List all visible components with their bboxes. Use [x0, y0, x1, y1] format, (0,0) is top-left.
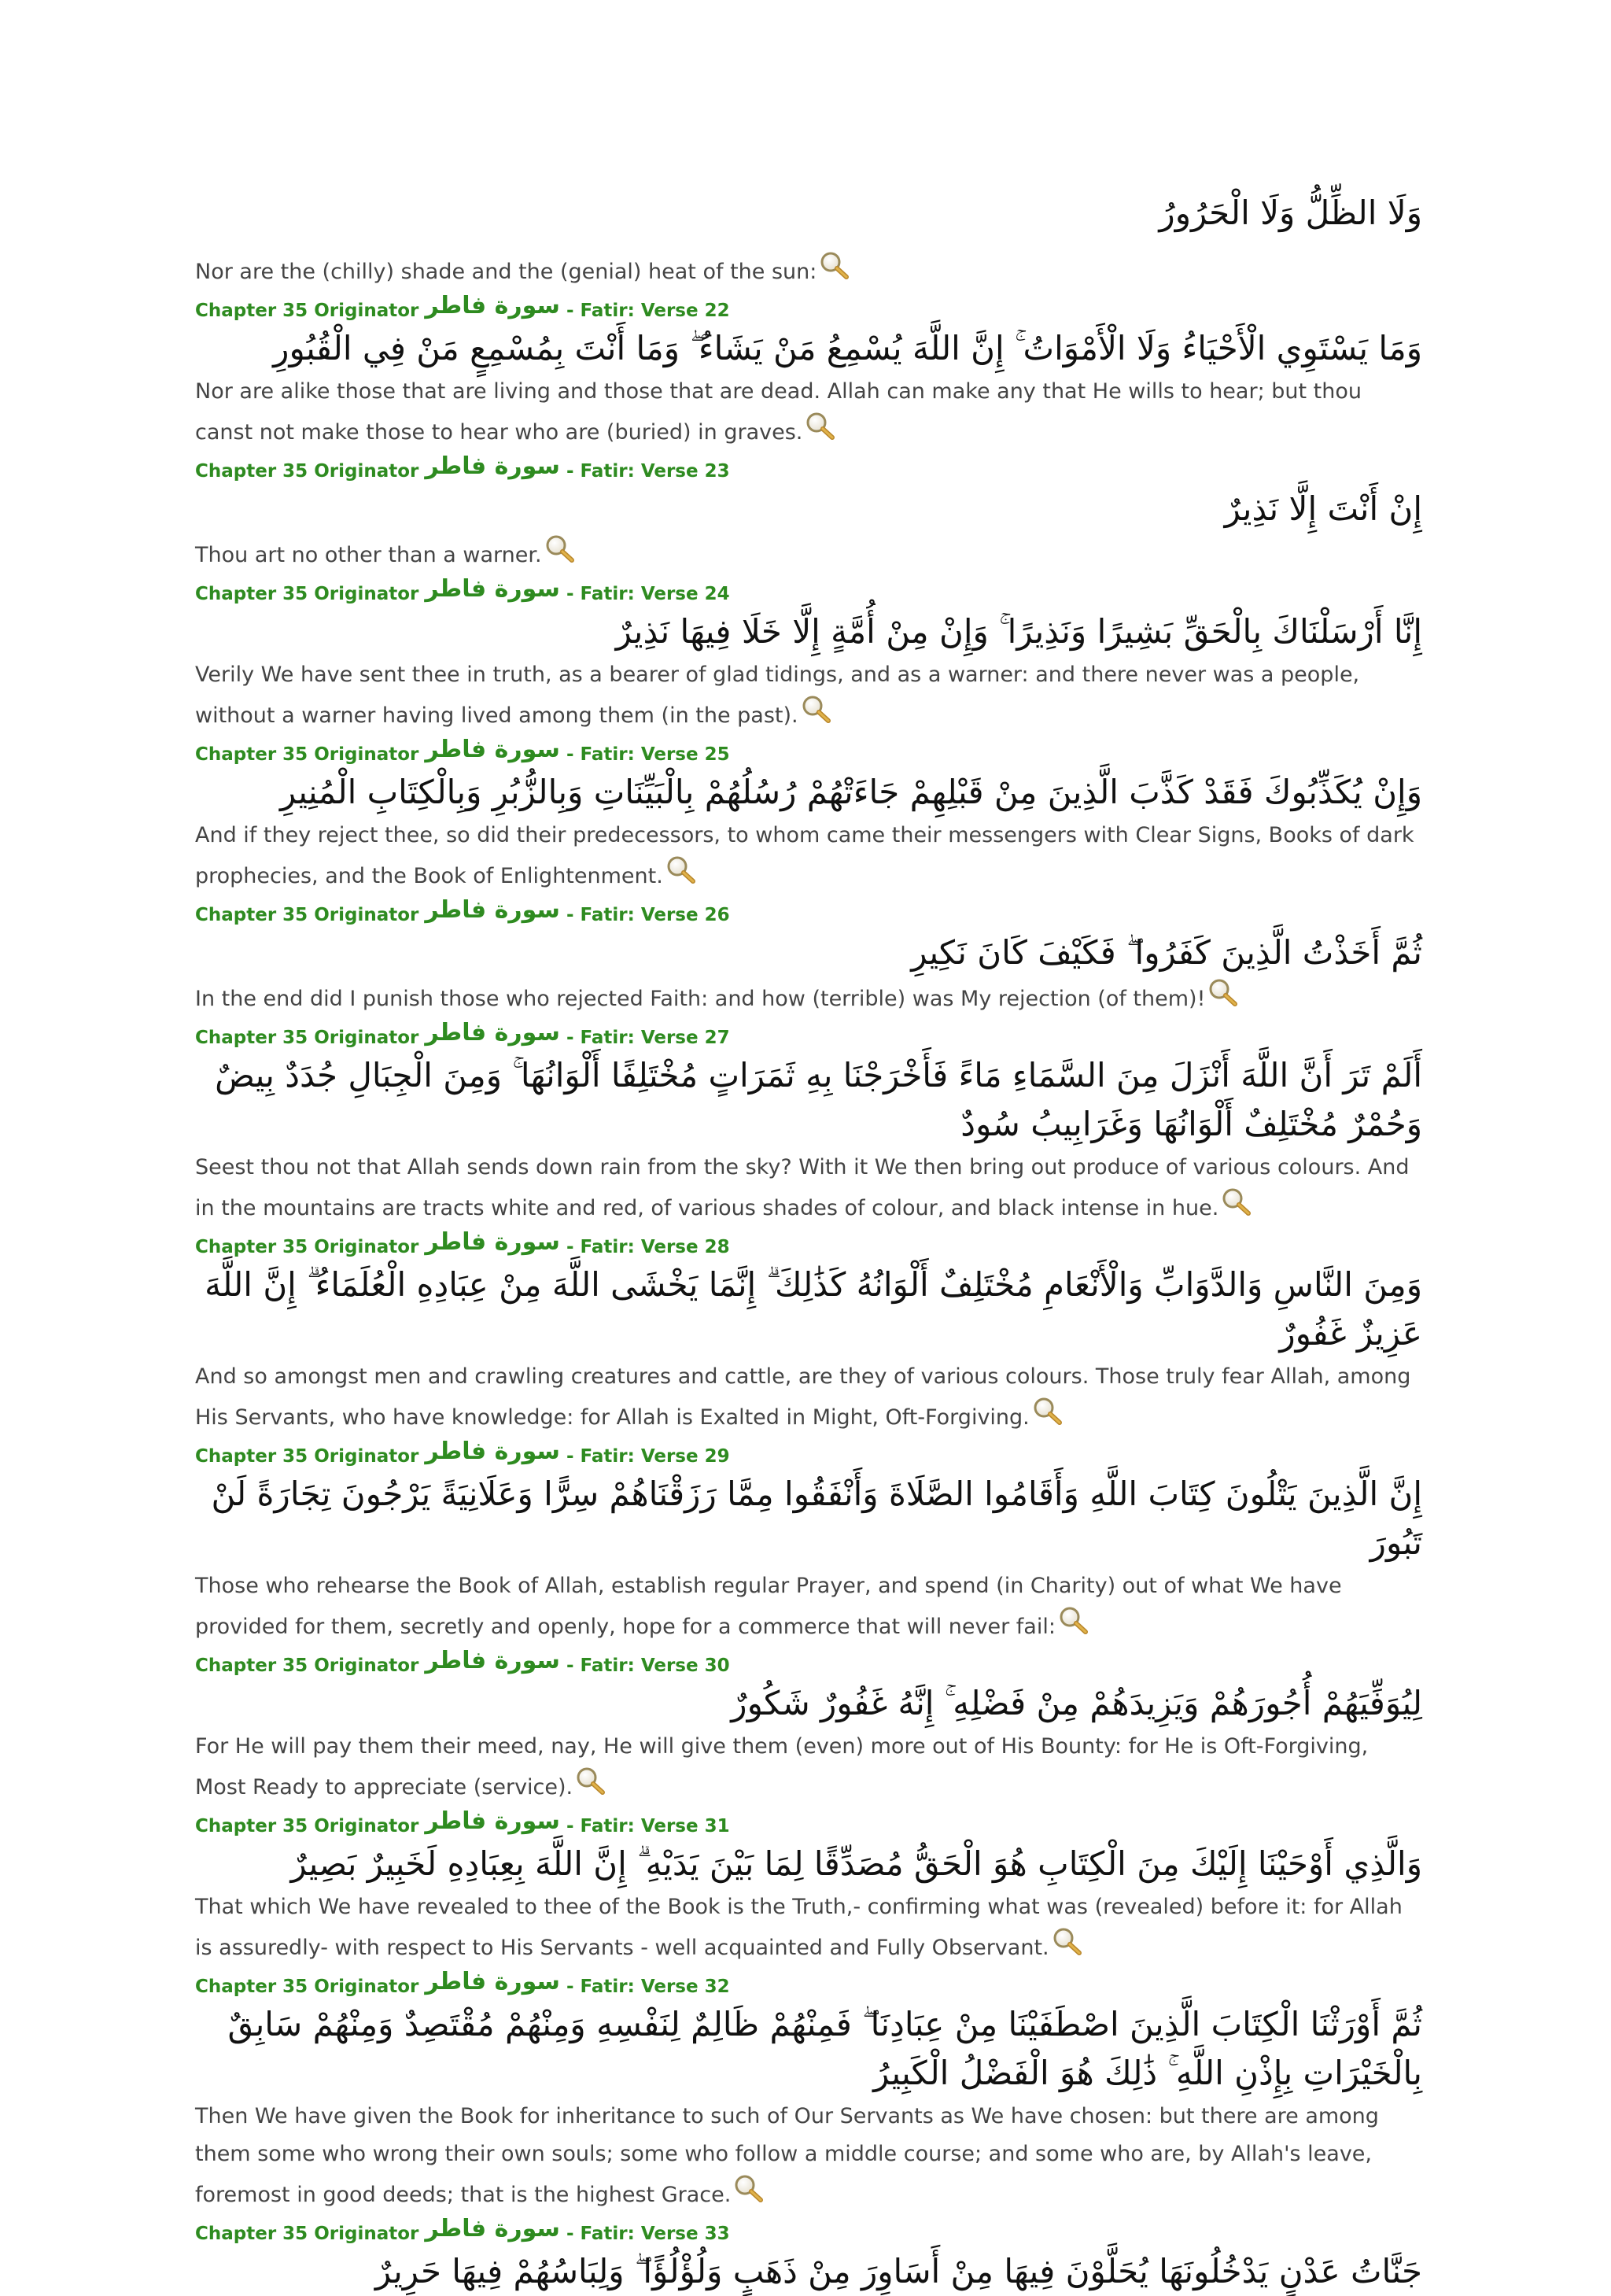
verse-block	[195, 1969, 1422, 2214]
chapter-label: Chapter 35 Originator	[195, 1656, 419, 1676]
verse-block	[195, 576, 1422, 735]
translation-sentence: Thou art no other than a warner.	[195, 543, 542, 567]
verse-number: 33	[704, 2224, 730, 2244]
surah-arabic-name: سورة فاطر	[425, 292, 560, 319]
surah-arabic-name: سورة فاطر	[425, 1647, 560, 1674]
chapter-label: Chapter 35 Originator	[195, 2224, 419, 2244]
arabic-verse-text: وَمِنَ النَّاسِ وَالدَّوَابِّ وَالْأَنْعَامِ مُخْتَلِفٌ أَلْوَانُهُ كَذَٰلِكَ ۗ إِنَّمَا يَخْشَى اللَّهَ مِنْ عِبَادِهِ الْعُلَمَاءُ ۗ إِنَّ اللَّهَ عَزِيزٌ غَفُورٌ	[205, 1265, 1422, 1353]
translation-text	[195, 533, 1422, 574]
chapter-label: Chapter 35 Originator	[195, 584, 419, 604]
surah-english-name: - Fatir: Verse	[566, 1816, 699, 1836]
translation-text	[195, 1358, 1422, 1437]
magnifier-icon[interactable]	[804, 411, 839, 442]
surah-arabic-name: سورة فاطر	[425, 1968, 560, 1995]
chapter-label: Chapter 35 Originator	[195, 905, 419, 925]
translation-sentence: Nor are alike those that are living and those that are dead. Allah can make any that He wills to hear; but thou canst not make those to hear who are (buried) in graves.	[195, 379, 1362, 445]
verse-header	[195, 576, 1422, 607]
verse-number: 28	[704, 1237, 730, 1257]
chapter-label: Chapter 35 Originator	[195, 1237, 419, 1257]
arabic-verse-text: وَإِنْ يُكَذِّبُوكَ فَقَدْ كَذَّبَ الَّذِينَ مِنْ قَبْلِهِمْ جَاءَتْهُمْ رُسُلُهُمْ بِالْبَيِّنَاتِ وَبِالزُّبُرِ وَبِالْكِتَابِ الْمُنِيرِ	[280, 773, 1422, 811]
translation-text	[195, 1149, 1422, 1227]
surah-arabic-name: سورة فاطر	[425, 1019, 560, 1046]
chapter-label: Chapter 35 Originator	[195, 1028, 419, 1048]
chapter-label: Chapter 35 Originator	[195, 744, 419, 765]
page-content	[195, 189, 1422, 2296]
verse-number: 22	[704, 301, 730, 321]
verse-number: 27	[704, 1028, 730, 1048]
arabic-verse-text: إِنَّ الَّذِينَ يَتْلُونَ كِتَابَ اللَّهِ وَأَقَامُوا الصَّلَاةَ وَأَنْفَقُوا مِمَّا رَزَقْنَاهُمْ سِرًّا وَعَلَانِيَةً يَرْجُونَ تِجَارَةً لَنْ تَبُورَ	[211, 1475, 1422, 1562]
translation-text	[195, 1567, 1422, 1646]
chapter-label: Chapter 35 Originator	[195, 1816, 419, 1836]
verse-list	[195, 293, 1422, 2296]
verse-block	[195, 897, 1422, 1018]
verse-number: 29	[704, 1446, 730, 1467]
surah-arabic-name: سورة فاطر	[425, 1228, 560, 1256]
arabic-verse-text: جَنَّاتُ عَدْنٍ يَدْخُلُونَهَا يُحَلَّوْنَ فِيهَا مِنْ أَسَاوِرَ مِنْ ذَهَبٍ وَلُؤْلُؤًا ۖ وَلِبَاسُهُمْ فِيهَا حَرِيرٌ	[374, 2252, 1422, 2290]
verse-header	[195, 1229, 1422, 1261]
arabic-verse-text: ثُمَّ أَوْرَثْنَا الْكِتَابَ الَّذِينَ اصْطَفَيْنَا مِنْ عِبَادِنَا ۖ فَمِنْهُمْ ظَالِمٌ لِنَفْسِهِ وَمِنْهُمْ مُقْتَصِدٌ وَمِنْهُمْ سَابِقٌ بِالْخَيْرَاتِ بِإِذْنِ اللَّهِ ۚ ذَٰلِكَ هُوَ الْفَضْلُ الْكَبِيرُ	[227, 2005, 1422, 2092]
arabic-verse-text: وَلَا الظِّلُّ وَلَا الْحَرُورُ	[1159, 194, 1422, 232]
surah-english-name: - Fatir: Verse	[566, 301, 699, 321]
verse-header	[195, 1808, 1422, 1840]
verse-block	[195, 1229, 1422, 1437]
surah-arabic-name: سورة فاطر	[425, 2215, 560, 2242]
magnifier-icon[interactable]	[800, 694, 835, 725]
verse-number: 30	[704, 1656, 730, 1676]
chapter-label: Chapter 35 Originator	[195, 301, 419, 321]
verse-number: 24	[704, 584, 730, 604]
translation-text	[195, 2098, 1422, 2214]
translation-sentence: And so amongst men and crawling creatures and cattle, are they of various colours. Those truly fear Allah, among His Servants, who have knowledge: for Allah is Exalted in Might, Oft-Forgiving.	[195, 1364, 1411, 1430]
surah-english-name: - Fatir: Verse	[566, 905, 699, 925]
verse-block	[195, 293, 1422, 452]
translation-text	[195, 656, 1422, 735]
translation-text	[195, 1888, 1422, 1967]
translation-sentence: Verily We have sent thee in truth, as a bearer of glad tidings, and as a warner: and there never was a people, without a warner having lived among them (in the past).	[195, 663, 1360, 728]
magnifier-icon[interactable]	[544, 533, 578, 565]
surah-english-name: - Fatir: Verse	[566, 1446, 699, 1467]
verse-block	[195, 1438, 1422, 1646]
translation-text	[195, 977, 1422, 1018]
translation-sentence: Seest thou not that Allah sends down rain from the sky? With it We then bring out produce of various colours. And in the mountains are tracts white and red, of various shades of colour, and black intense in hue.	[195, 1155, 1410, 1220]
verse-block	[195, 1808, 1422, 1967]
translation-sentence: Those who rehearse the Book of Allah, establish regular Prayer, and spend (in Charity) out of what We have provided for them, secretly and openly, hope for a commerce that will never fail:	[195, 1574, 1342, 1639]
surah-english-name: - Fatir: Verse	[566, 1237, 699, 1257]
surah-arabic-name: سورة فاطر	[425, 1807, 560, 1835]
arabic-verse-text: وَالَّذِي أَوْحَيْنَا إِلَيْكَ مِنَ الْكِتَابِ هُوَ الْحَقُّ مُصَدِّقًا لِمَا بَيْنَ يَدَيْهِ ۗ إِنَّ اللَّهَ بِعِبَادِهِ لَخَبِيرٌ بَصِيرٌ	[290, 1844, 1422, 1883]
arabic-verse-text: إِنْ أَنْتَ إِلَّا نَذِيرٌ	[1224, 489, 1422, 528]
verse-header	[195, 1969, 1422, 2000]
surah-arabic-name: سورة فاطر	[425, 575, 560, 603]
magnifier-icon[interactable]	[1220, 1187, 1255, 1218]
surah-arabic-name: سورة فاطر	[425, 452, 560, 480]
verse-number: 23	[704, 461, 730, 482]
surah-english-name: - Fatir: Verse	[566, 1656, 699, 1676]
magnifier-icon[interactable]	[732, 2173, 767, 2205]
translation-text	[195, 250, 1422, 291]
translation-sentence: That which We have revealed to thee of the Book is the Truth,- confirming what was (revealed) before it: for Allah is assuredly- with respect to His Servants - well acquainted and Fully Observant.	[195, 1895, 1403, 1960]
verse-21	[195, 189, 1422, 291]
surah-english-name: - Fatir: Verse	[566, 1028, 699, 1048]
surah-english-name: - Fatir: Verse	[566, 1977, 699, 1997]
verse-header	[195, 293, 1422, 324]
translation-sentence: For He will pay them their meed, nay, He will give them (even) more out of His Bounty: for He is Oft-Forgiving, Most Ready to appreciate (service).	[195, 1734, 1369, 1800]
magnifier-icon[interactable]	[818, 250, 853, 282]
verse-header	[195, 1438, 1422, 1470]
verse-header	[195, 1020, 1422, 1051]
arabic-verse-text: أَلَمْ تَرَ أَنَّ اللَّهَ أَنْزَلَ مِنَ السَّمَاءِ مَاءً فَأَخْرَجْنَا بِهِ ثَمَرَاتٍ مُخْتَلِفًا أَلْوَانُهَا ۚ وَمِنَ الْجِبَالِ جُدَدٌ بِيضٌ وَحُمْرٌ مُخْتَلِفٌ أَلْوَانُهَا وَغَرَابِيبُ سُودٌ	[215, 1056, 1422, 1143]
verse-header	[195, 2216, 1422, 2247]
verse-header	[195, 736, 1422, 768]
translation-text	[195, 817, 1422, 895]
translation-text	[195, 1728, 1422, 1807]
surah-english-name: - Fatir: Verse	[566, 2224, 699, 2244]
translation-sentence: Then We have given the Book for inheritance to such of Our Servants as We have chosen: but there are among them some who wrong their own souls; some who follow a middle course; and some who are, by Allah's leave, foremost in good deeds; that is the highest Grace.	[195, 2104, 1379, 2207]
verse-header	[195, 897, 1422, 928]
verse-number: 25	[704, 744, 730, 765]
chapter-label: Chapter 35 Originator	[195, 461, 419, 482]
arabic-verse-text: إِنَّا أَرْسَلْنَاكَ بِالْحَقِّ بَشِيرًا وَنَذِيرًا ۚ وَإِنْ مِنْ أُمَّةٍ إِلَّا خَلَا فِيهَا نَذِيرٌ	[615, 612, 1422, 651]
arabic-verse-text: وَمَا يَسْتَوِي الْأَحْيَاءُ وَلَا الْأَمْوَاتُ ۚ إِنَّ اللَّهَ يُسْمِعُ مَنْ يَشَاءُ ۖ وَمَا أَنْتَ بِمُسْمِعٍ مَنْ فِي الْقُبُورِ	[273, 329, 1422, 367]
magnifier-icon[interactable]	[1031, 1396, 1066, 1427]
chapter-label: Chapter 35 Originator	[195, 1977, 419, 1997]
magnifier-icon[interactable]	[1207, 977, 1241, 1009]
magnifier-icon[interactable]	[665, 855, 699, 886]
verse-block	[195, 1020, 1422, 1227]
surah-arabic-name: سورة فاطر	[425, 896, 560, 924]
verse-number: 32	[704, 1977, 730, 1997]
chapter-label: Chapter 35 Originator	[195, 1446, 419, 1467]
magnifier-icon[interactable]	[1051, 1926, 1086, 1958]
arabic-verse-text: لِيُوَفِّيَهُمْ أُجُورَهُمْ وَيَزِيدَهُمْ مِنْ فَضْلِهِ ۚ إِنَّهُ غَفُورٌ شَكُورٌ	[731, 1684, 1422, 1722]
magnifier-icon[interactable]	[1057, 1605, 1092, 1637]
verse-header	[195, 453, 1422, 485]
verse-block	[195, 453, 1422, 574]
translation-sentence: And if they reject thee, so did their predecessors, to whom came their messengers with Clear Signs, Books of dark prophecies, and the Book of Enlightenment.	[195, 823, 1414, 888]
verse-block	[195, 2216, 1422, 2296]
verse-block	[195, 1648, 1422, 1807]
arabic-verse-text: ثُمَّ أَخَذْتُ الَّذِينَ كَفَرُوا ۖ فَكَيْفَ كَانَ نَكِيرِ	[911, 933, 1422, 972]
surah-english-name: - Fatir: Verse	[566, 584, 699, 604]
surah-english-name: - Fatir: Verse	[566, 744, 699, 765]
magnifier-icon[interactable]	[574, 1766, 609, 1797]
verse-block	[195, 736, 1422, 895]
surah-arabic-name: سورة فاطر	[425, 736, 560, 763]
verse-header	[195, 1648, 1422, 1679]
surah-english-name: - Fatir: Verse	[566, 461, 699, 482]
translation-text	[195, 373, 1422, 452]
translation-sentence: In the end did I punish those who rejected Faith: and how (terrible) was My rejection (of them)!	[195, 987, 1206, 1011]
verse-number: 26	[704, 905, 730, 925]
translation-sentence: Nor are the (chilly) shade and the (genial) heat of the sun:	[195, 260, 817, 284]
surah-arabic-name: سورة فاطر	[425, 1438, 560, 1465]
verse-number: 31	[704, 1816, 730, 1836]
